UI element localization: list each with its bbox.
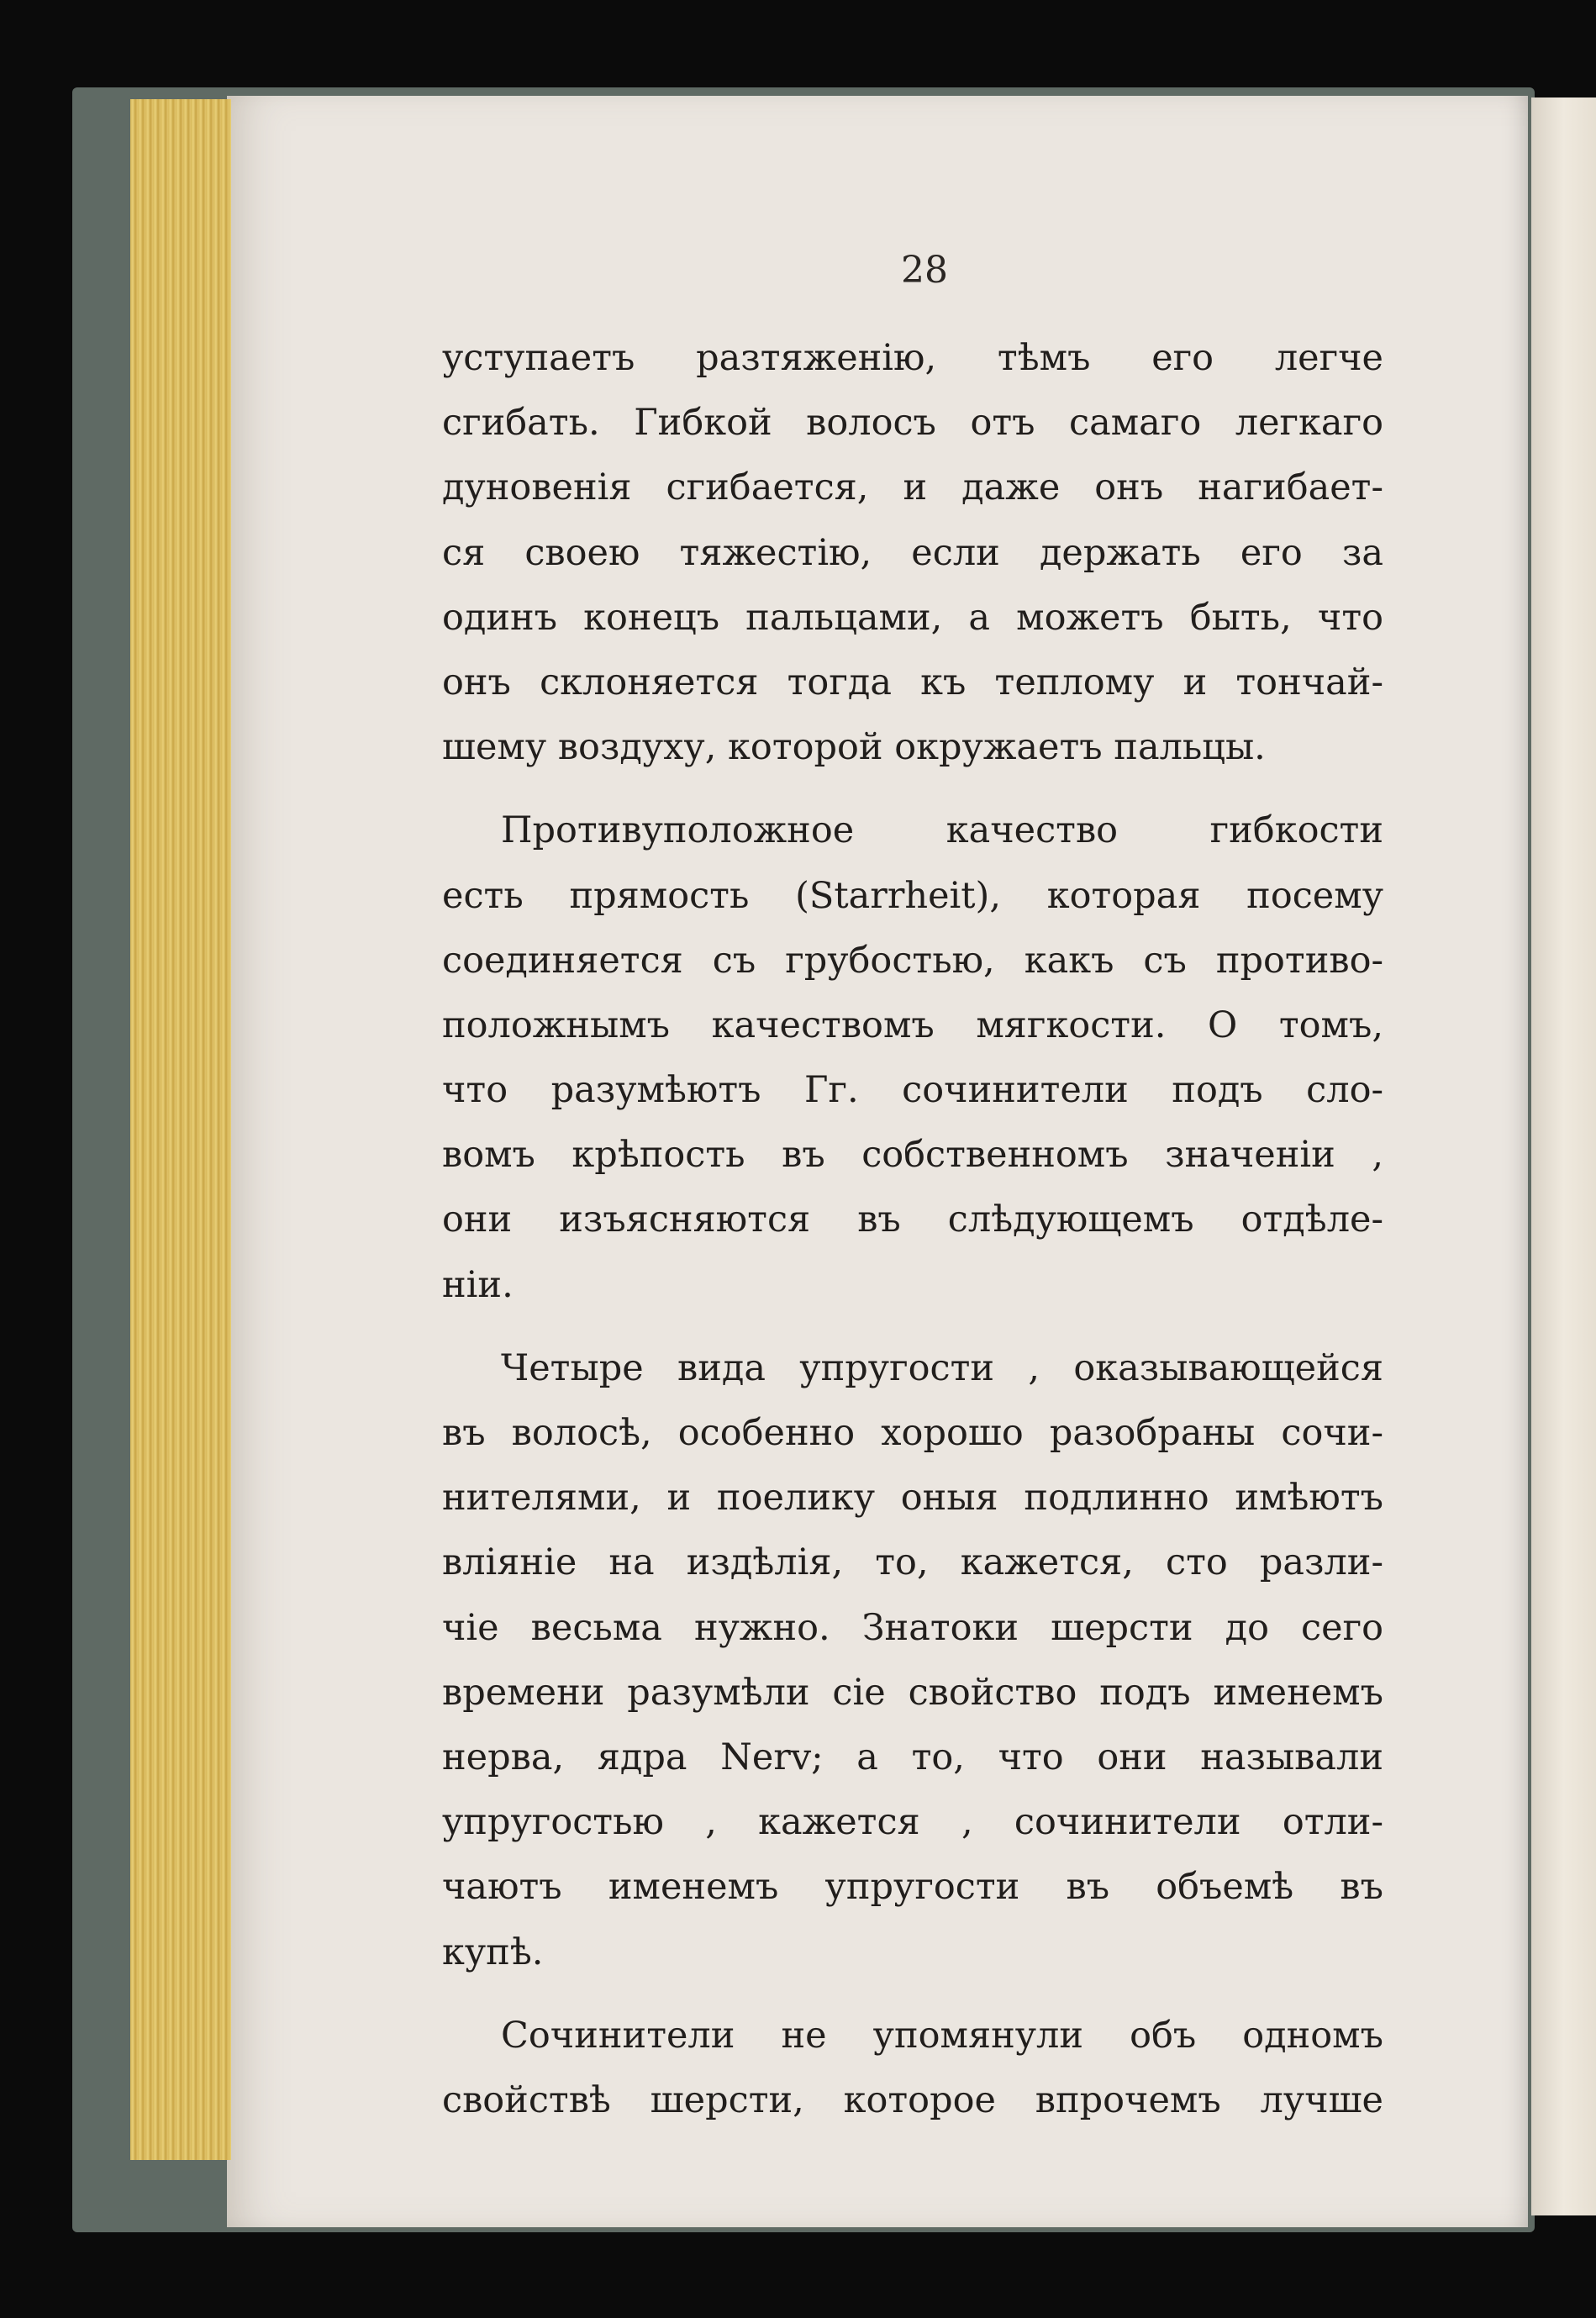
text-line: времени разумѣли сіе свойство подъ именемъ: [442, 1671, 1383, 1714]
facing-page-edge: [1531, 97, 1596, 2215]
page-edges: [130, 99, 231, 2160]
text-line: купѣ.: [442, 1931, 544, 1973]
text-line: одинъ конецъ пальцами, а можетъ быть, что: [442, 596, 1383, 639]
text-line: въ волосѣ, особенно хорошо разобраны сочи-: [442, 1412, 1383, 1454]
text-line: сгибать. Гибкой волосъ отъ самаго легкаго: [442, 402, 1383, 445]
text-line: вліяніе на издѣлія, то, кажется, сто разли-: [442, 1541, 1383, 1584]
text-line: шему воздуху, которой окружаетъ пальцы.: [442, 726, 1266, 769]
text-line: они изъясняются въ слѣдующемъ отдѣле-: [442, 1199, 1383, 1241]
text-line: Сочинители не упомянули объ одномъ: [501, 2014, 1383, 2057]
text-line: ся своею тяжестію, если держать его за: [442, 531, 1383, 574]
text-line: ніи.: [442, 1263, 514, 1306]
text-line: свойствѣ шерсти, которое впрочемъ лучше: [442, 2078, 1383, 2121]
text-line: чаютъ именемъ упругости въ объемѣ въ: [442, 1866, 1383, 1909]
text-line: нерва, ядра Nerv; а то, что они называли: [442, 1736, 1383, 1778]
text-line: чіе весьма нужно. Знатоки шерсти до сего: [442, 1606, 1383, 1649]
text-line: Четыре вида упругости , оказывающейся: [501, 1346, 1383, 1389]
text-line: уступаетъ разтяженію, тѣмъ его легче: [442, 337, 1383, 379]
text-line: есть прямость (Starrheit), которая посему: [442, 874, 1383, 917]
text-line: положнымъ качествомъ мягкости. О томъ,: [442, 1004, 1383, 1046]
text-line: что разумѣютъ Гг. сочинители подъ сло-: [442, 1069, 1383, 1112]
text-line: онъ склоняется тогда къ теплому и тончай-: [442, 661, 1383, 703]
text-line: нителями, и поелику оныя подлинно имѣютъ: [442, 1477, 1383, 1520]
body-text: [442, 326, 1383, 2133]
text-line: Противуположное качество гибкости: [501, 809, 1383, 852]
text-line: упругостью , кажется , сочинители отли-: [442, 1801, 1383, 1844]
text-line: дуновенія сгибается, и даже онъ нагибает-: [442, 466, 1383, 509]
page-number: 28: [901, 249, 948, 292]
text-line: соединяется съ грубостью, какъ съ противо-: [442, 939, 1383, 982]
text-line: вомъ крѣпость въ собственномъ значеніи ,: [442, 1134, 1383, 1177]
